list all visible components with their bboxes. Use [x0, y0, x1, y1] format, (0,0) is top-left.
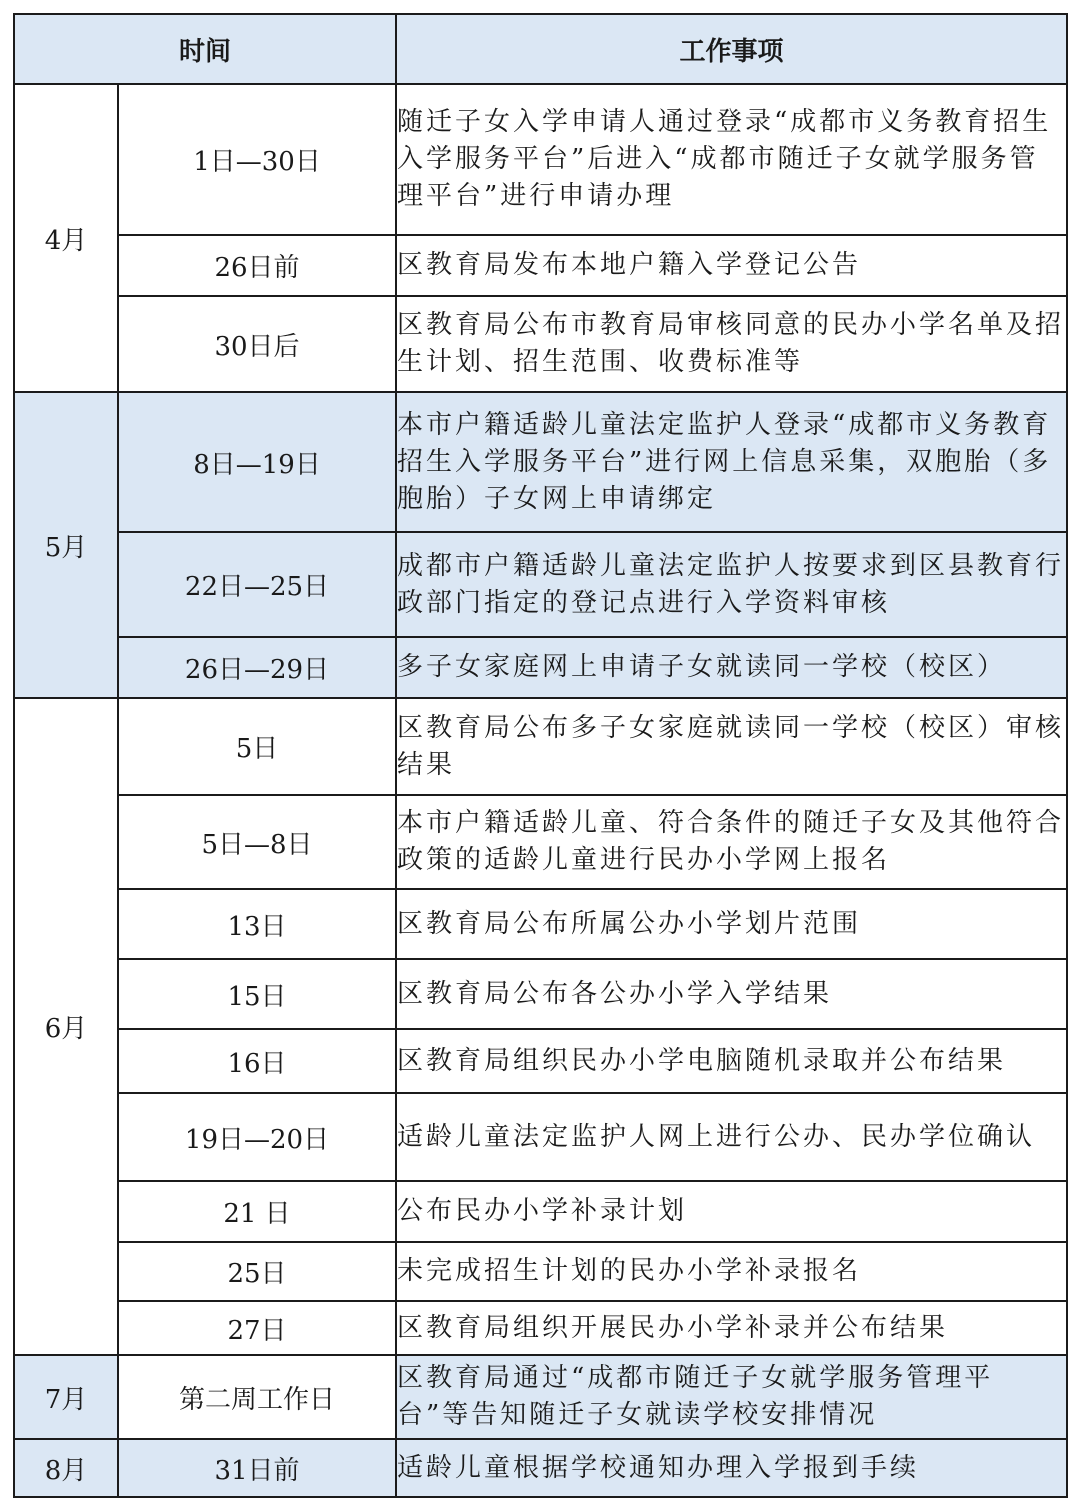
table-header-row: [14, 14, 1067, 84]
row-item: 本市户籍适龄儿童、符合条件的随迁子女及其他符合政策的适龄儿童进行民办小学网上报名: [396, 795, 1067, 889]
month-august: 8月: [14, 1439, 118, 1497]
row-item: 区教育局公布多子女家庭就读同一学校（校区）审核结果: [396, 698, 1067, 795]
month-may: 5月: [14, 392, 118, 698]
table-row: [14, 532, 1067, 637]
schedule-table: [13, 13, 1068, 1498]
header-time: 时间: [14, 14, 396, 84]
row-date: 第二周工作日: [118, 1355, 396, 1439]
table-row: [14, 1093, 1067, 1181]
row-item: 区教育局公布市教育局审核同意的民办小学名单及招生计划、招生范围、收费标准等: [396, 296, 1067, 392]
row-date: 21 日: [118, 1181, 396, 1242]
table-row: [14, 698, 1067, 795]
row-date: 26日—29日: [118, 637, 396, 698]
row-item: 区教育局组织民办小学电脑随机录取并公布结果: [396, 1029, 1067, 1093]
month-july: 7月: [14, 1355, 118, 1439]
row-date: 8日—19日: [118, 392, 396, 532]
table-row: [14, 637, 1067, 698]
table-row: [14, 1242, 1067, 1301]
row-date: 15日: [118, 959, 396, 1029]
row-date: 16日: [118, 1029, 396, 1093]
row-item: 多子女家庭网上申请子女就读同一学校（校区）: [396, 637, 1067, 698]
table-row: [14, 296, 1067, 392]
table-row: [14, 1355, 1067, 1439]
row-item: 公布民办小学补录计划: [396, 1181, 1067, 1242]
row-item: 未完成招生计划的民办小学补录报名: [396, 1242, 1067, 1301]
row-item: 本市户籍适龄儿童法定监护人登录“成都市义务教育招生入学服务平台”进行网上信息采集，双胞胎（多胞胎）子女网上申请绑定: [396, 392, 1067, 532]
table-row: [14, 1301, 1067, 1355]
row-date: 13日: [118, 889, 396, 959]
row-date: 31日前: [118, 1439, 396, 1497]
row-item: 区教育局组织开展民办小学补录并公布结果: [396, 1301, 1067, 1355]
row-item: 成都市户籍适龄儿童法定监护人按要求到区县教育行政部门指定的登记点进行入学资料审核: [396, 532, 1067, 637]
row-date: 30日后: [118, 296, 396, 392]
row-item: 区教育局公布各公办小学入学结果: [396, 959, 1067, 1029]
row-item: 区教育局发布本地户籍入学登记公告: [396, 235, 1067, 296]
row-item: 适龄儿童法定监护人网上进行公办、民办学位确认: [396, 1093, 1067, 1181]
row-item: 适龄儿童根据学校通知办理入学报到手续: [396, 1439, 1067, 1497]
table-row: [14, 235, 1067, 296]
row-item: 区教育局公布所属公办小学划片范围: [396, 889, 1067, 959]
row-date: 1日—30日: [118, 84, 396, 235]
table-row: [14, 1029, 1067, 1093]
table-row: [14, 795, 1067, 889]
row-date: 19日—20日: [118, 1093, 396, 1181]
row-date: 22日—25日: [118, 532, 396, 637]
row-date: 25日: [118, 1242, 396, 1301]
table-row: [14, 889, 1067, 959]
table-row: [14, 84, 1067, 235]
row-date: 5日—8日: [118, 795, 396, 889]
row-item: 区教育局通过“成都市随迁子女就学服务管理平台”等告知随迁子女就读学校安排情况: [396, 1355, 1067, 1439]
row-date: 27日: [118, 1301, 396, 1355]
month-june: 6月: [14, 698, 118, 1355]
row-date: 5日: [118, 698, 396, 795]
row-item: 随迁子女入学申请人通过登录“成都市义务教育招生入学服务平台”后进入“成都市随迁子女就学服务管理平台”进行申请办理: [396, 84, 1067, 235]
table-row: [14, 1439, 1067, 1497]
month-april: 4月: [14, 84, 118, 392]
table-row: [14, 959, 1067, 1029]
row-date: 26日前: [118, 235, 396, 296]
header-work: 工作事项: [396, 14, 1067, 84]
table-row: [14, 392, 1067, 532]
table-row: [14, 1181, 1067, 1242]
